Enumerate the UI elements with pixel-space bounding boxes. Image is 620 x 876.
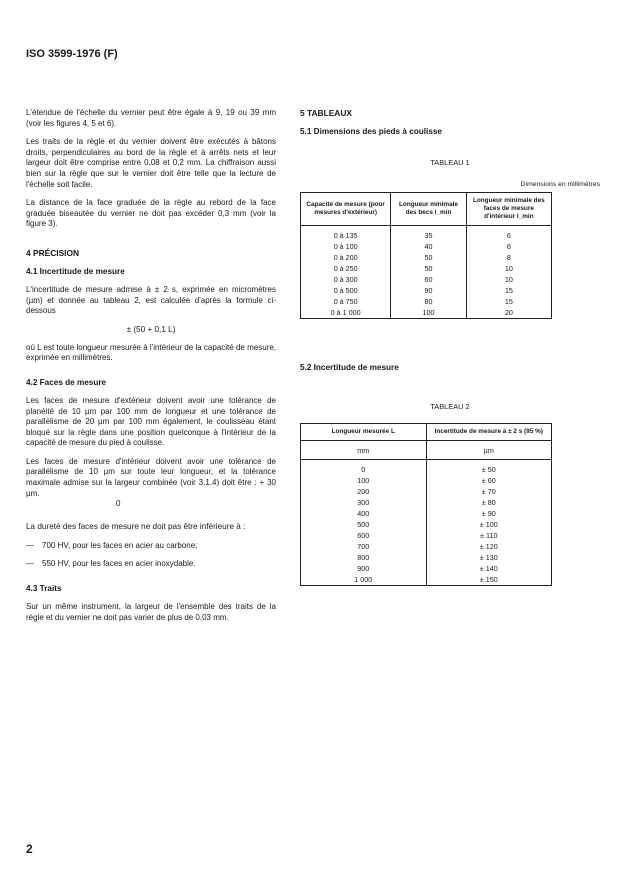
table-1: [300, 192, 552, 319]
table-header-cell: Longueur minimale des becs l_min: [391, 193, 466, 226]
table-cell: 8: [466, 252, 551, 263]
table-cell: ± 150: [426, 574, 552, 586]
table-row: [301, 460, 552, 476]
table-row: [301, 552, 552, 563]
left-column: [26, 108, 276, 631]
table-header-cell: Incertitude de mesure à ± 2 s (95 %): [426, 424, 552, 441]
table-cell: 0 à 135: [301, 226, 391, 242]
table-cell: 50: [391, 263, 466, 274]
paragraph-vernier-range: L'étendue de l'échelle du vernier peut être égale à 9, 19 ou 39 mm (voir les figures 4, 5 et 6).: [26, 108, 276, 128]
table-cell: ± 50: [426, 460, 552, 476]
table-cell: 6: [466, 226, 551, 242]
table-row: [301, 226, 552, 242]
table-cell: 0 à 250: [301, 263, 391, 274]
table-1-units: Dimensions en millimètres: [520, 181, 600, 188]
table-2: [300, 423, 552, 586]
paragraph-lines-width: Sur un même instrument, la largeur de l'ensemble des traits de la règle et du vernier ne doit pas varier de plus de 0,03 mm.: [26, 602, 276, 622]
table-unit-row: [301, 441, 552, 460]
table-header-cell: Capacité de mesure (pour mesures d'extérieur): [301, 193, 391, 226]
hardness-item-stainless: [26, 559, 276, 570]
table-cell: 10: [466, 263, 551, 274]
table-cell: 0: [301, 460, 427, 476]
table-cell: ± 130: [426, 552, 552, 563]
table-cell: 0 à 1 000: [301, 307, 391, 319]
dash-mark: —: [26, 559, 34, 569]
table-cell: ± 140: [426, 563, 552, 574]
section-5-heading: 5 TABLEAUX: [300, 108, 352, 118]
table-cell: 50: [391, 252, 466, 263]
table-row: [301, 486, 552, 497]
table-row: [301, 252, 552, 263]
table-2-caption: TABLEAU 2: [430, 402, 470, 411]
table-cell: 1 000: [301, 574, 427, 586]
table-1-caption: TABLEAU 1: [430, 158, 470, 167]
table-header-row: [301, 193, 552, 226]
paragraph-uncertainty: L'incertitude de mesure admise à ± 2 s, exprimée en micromètres (µm) et donnée au tableau 2, est calculée d'après la formule ci-dessous: [26, 284, 276, 316]
section-4-3-heading: 4.3 Traits: [26, 584, 62, 594]
tolerance-lower-zero: 0: [116, 499, 121, 509]
section-5-2-heading: 5.2 Incertitude de mesure: [300, 363, 399, 372]
paragraph-graduation-lines: Les traits de la règle et du vernier doivent être exécutés à bâtons droits, perpendiculaires au bord de la règle et à arrêts nets et leur largeur doit être comprise entre 0,08 et 0,2 mm. La chiffraison aussi bien sur la règle que sur le vernier doit être telle que la lecture de l'échelle soit facile.: [26, 137, 276, 189]
table-cell: 40: [391, 241, 466, 252]
table-cell: ± 70: [426, 486, 552, 497]
section-4-1-heading: 4.1 Incertitude de mesure: [26, 266, 125, 276]
inside-faces-block: [26, 457, 276, 508]
table-header-cell: Longueur minimale des faces de mesure d'intérieur l_min: [466, 193, 551, 226]
right-column: [300, 108, 600, 586]
table-cell: 90: [391, 285, 466, 296]
table-row: [301, 497, 552, 508]
paragraph-inside-faces: Les faces de mesure d'intérieur doivent avoir une tolérance de parallélisme de 10 µm sur toute leur longueur, et la tolérance maximale admise sur la largeur combinée (voir 3.1.4) doit être : + 30 µm.: [26, 456, 276, 498]
table-row: [301, 296, 552, 307]
table-cell: 0 à 300: [301, 274, 391, 285]
table-row: [301, 241, 552, 252]
table-row: [301, 541, 552, 552]
table-row: [301, 563, 552, 574]
table-cell: 500: [301, 519, 427, 530]
table-cell: 80: [391, 296, 466, 307]
table-cell: 15: [466, 296, 551, 307]
paragraph-graduated-face-distance: La distance de la face graduée de la règle au rebord de la face graduée biseautée du vernier ne doit pas excéder 0,3 mm (voir la figure 3).: [26, 198, 276, 229]
table-cell: 400: [301, 508, 427, 519]
table-cell: 15: [466, 285, 551, 296]
table-cell: 6: [466, 241, 551, 252]
paragraph-outside-faces: Les faces de mesure d'extérieur doivent avoir une tolérance de planéité de 10 µm par 100 mm de longueur et une tolérance de parallélisme de 20 µm par 100 mm également, le coulisseau étant bloqué sur la règle dans une position quelconque à l'intérieur de la capacité de mesure du pied à coulisse.: [26, 395, 276, 448]
table-cell: ± 90: [426, 508, 552, 519]
table-cell: 700: [301, 541, 427, 552]
section-4-heading: 4 PRÉCISION: [26, 247, 80, 258]
table-cell: ± 100: [426, 519, 552, 530]
dash-mark: —: [26, 540, 34, 550]
table-row: [301, 263, 552, 274]
table-cell: 0 à 750: [301, 296, 391, 307]
paragraph-length-definition: où L est toute longueur mesurée à l'intérieur de la capacité de mesure, exprimée en millimètres.: [26, 342, 276, 363]
hardness-carbon-text: 700 HV, pour les faces en acier au carbone;: [42, 540, 198, 550]
table-cell: 0 à 100: [301, 241, 391, 252]
table-cell: ± 80: [426, 497, 552, 508]
section-5-1-heading: 5.1 Dimensions des pieds à coulisse: [300, 127, 442, 136]
table-cell: 100: [301, 475, 427, 486]
table-cell: 0 à 500: [301, 285, 391, 296]
table-row: [301, 285, 552, 296]
table-cell: mm: [301, 441, 427, 460]
uncertainty-formula: ± (50 + 0,1 L): [126, 324, 176, 334]
table-cell: 900: [301, 563, 427, 574]
table-cell: 600: [301, 530, 427, 541]
table-row: [301, 530, 552, 541]
table-row: [301, 574, 552, 586]
table-cell: ± 60: [426, 475, 552, 486]
hardness-stainless-text: 550 HV, pour les faces en acier inoxydable.: [42, 559, 196, 569]
table-cell: 0 à 200: [301, 252, 391, 263]
table-cell: 10: [466, 274, 551, 285]
table-row: [301, 307, 552, 319]
document-header: ISO 3599-1976 (F): [26, 48, 118, 60]
table-cell: 300: [301, 497, 427, 508]
table-header-cell: Longueur mesurée L: [301, 424, 427, 441]
table-cell: 100: [391, 307, 466, 319]
section-4-2-heading: 4.2 Faces de mesure: [26, 377, 107, 387]
table-cell: ± 110: [426, 530, 552, 541]
table-cell: µm: [426, 441, 552, 460]
table-cell: ± 120: [426, 541, 552, 552]
table-cell: 20: [466, 307, 551, 319]
hardness-item-carbon: [26, 541, 276, 552]
table-cell: 800: [301, 552, 427, 563]
table-cell: 200: [301, 486, 427, 497]
paragraph-hardness: La dureté des faces de mesure ne doit pas être inférieure à :: [26, 522, 246, 532]
table-row: [301, 274, 552, 285]
table-header-row: [301, 424, 552, 441]
table-row: [301, 475, 552, 486]
table-row: [301, 508, 552, 519]
page-number: 2: [26, 842, 33, 856]
table-cell: 60: [391, 274, 466, 285]
table-cell: 35: [391, 226, 466, 242]
table-row: [301, 519, 552, 530]
